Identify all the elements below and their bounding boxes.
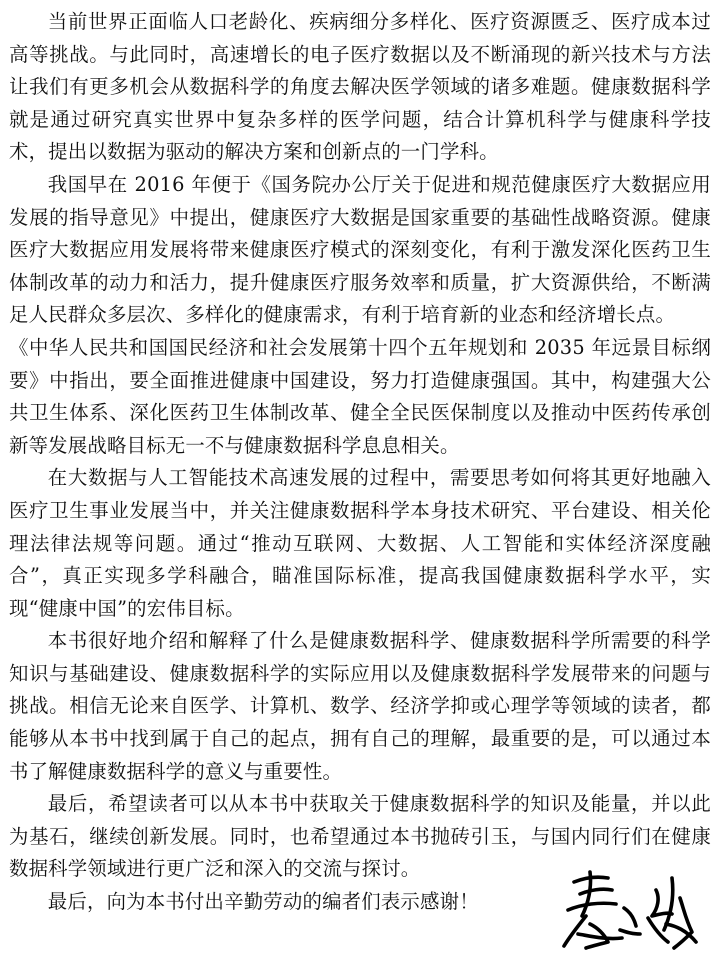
paragraph-7: 最后，向为本书付出辛勤劳动的编者们表示感谢！ (47, 890, 479, 914)
paragraph-4: 在大数据与人工智能技术高速发展的过程中，需要思考如何将其更好地融入医疗卫生事业发展当中，并关注健康数据科学本身技术研究、平台建设、相关伦理法律法规等问题。通过“推动互联网、大数据、人工智能和实体经济深度融合”，真正实现多学科融合，瞄准国际标准，提高我国健康数据科学水平，实现“健康中国”的宏伟目标。 (9, 466, 711, 620)
paragraph-1: 当前世界正面临人口老龄化、疾病细分多样化、医疗资源匮乏、医疗成本过高等挑战。与此同时，高速增长的电子医疗数据以及不断涌现的新兴技术与方法让我们有更多机会从数据科学的角度去解决医学领域的诸多难题。健康数据科学就是通过研究真实世界中复杂多样的医学问题，结合计算机科学与健康科学技术，提出以数据为驱动的解决方案和创新点的一门学科。 (9, 10, 711, 164)
paragraph-2: 我国早在 2016 年便于《国务院办公厅关于促进和规范健康医疗大数据应用发展的指导意见》中提出，健康医疗大数据是国家重要的基础性战略资源。健康医疗大数据应用发展将带来健康医疗模式的深刻变化，有利于激发深化医药卫生体制改革的动力和活力，提升健康医疗服务效率和质量，扩大资源供给，不断满足人民群众多层次、多样化的健康需求，有利于培育新的业态和经济增长点。 (9, 172, 711, 327)
handwritten-signature (560, 868, 700, 958)
paragraph-3: 《中华人民共和国国民经济和社会发展第十四个五年规划和 2035 年远景目标纲要》中指出，要全面推进健康中国建设，努力打造健康强国。其中，构建强大公共卫生体系、深化医药卫生体制改革、健全全民医保制度以及推动中医药传承创新等发展战略目标无一不与健康数据科学息息相关。 (9, 335, 711, 457)
paragraph-6: 最后，希望读者可以从本书中获取关于健康数据科学的知识及能量，并以此为基石，继续创新发展。同时，也希望通过本书抛砖引玉，与国内同行们在健康数据科学领域进行更广泛和深入的交流与探讨。 (9, 792, 711, 881)
document-body (9, 6, 711, 919)
paragraph-5: 本书很好地介绍和解释了什么是健康数据科学、健康数据科学所需要的科学知识与基础建设、健康数据科学的实际应用以及健康数据科学发展带来的问题与挑战。相信无论来自医学、计算机、数学、经济学抑或心理学等领域的读者，都能够从本书中找到属于自己的起点，拥有自己的理解，最重要的是，可以通过本书了解健康数据科学的意义与重要性。 (9, 629, 711, 783)
